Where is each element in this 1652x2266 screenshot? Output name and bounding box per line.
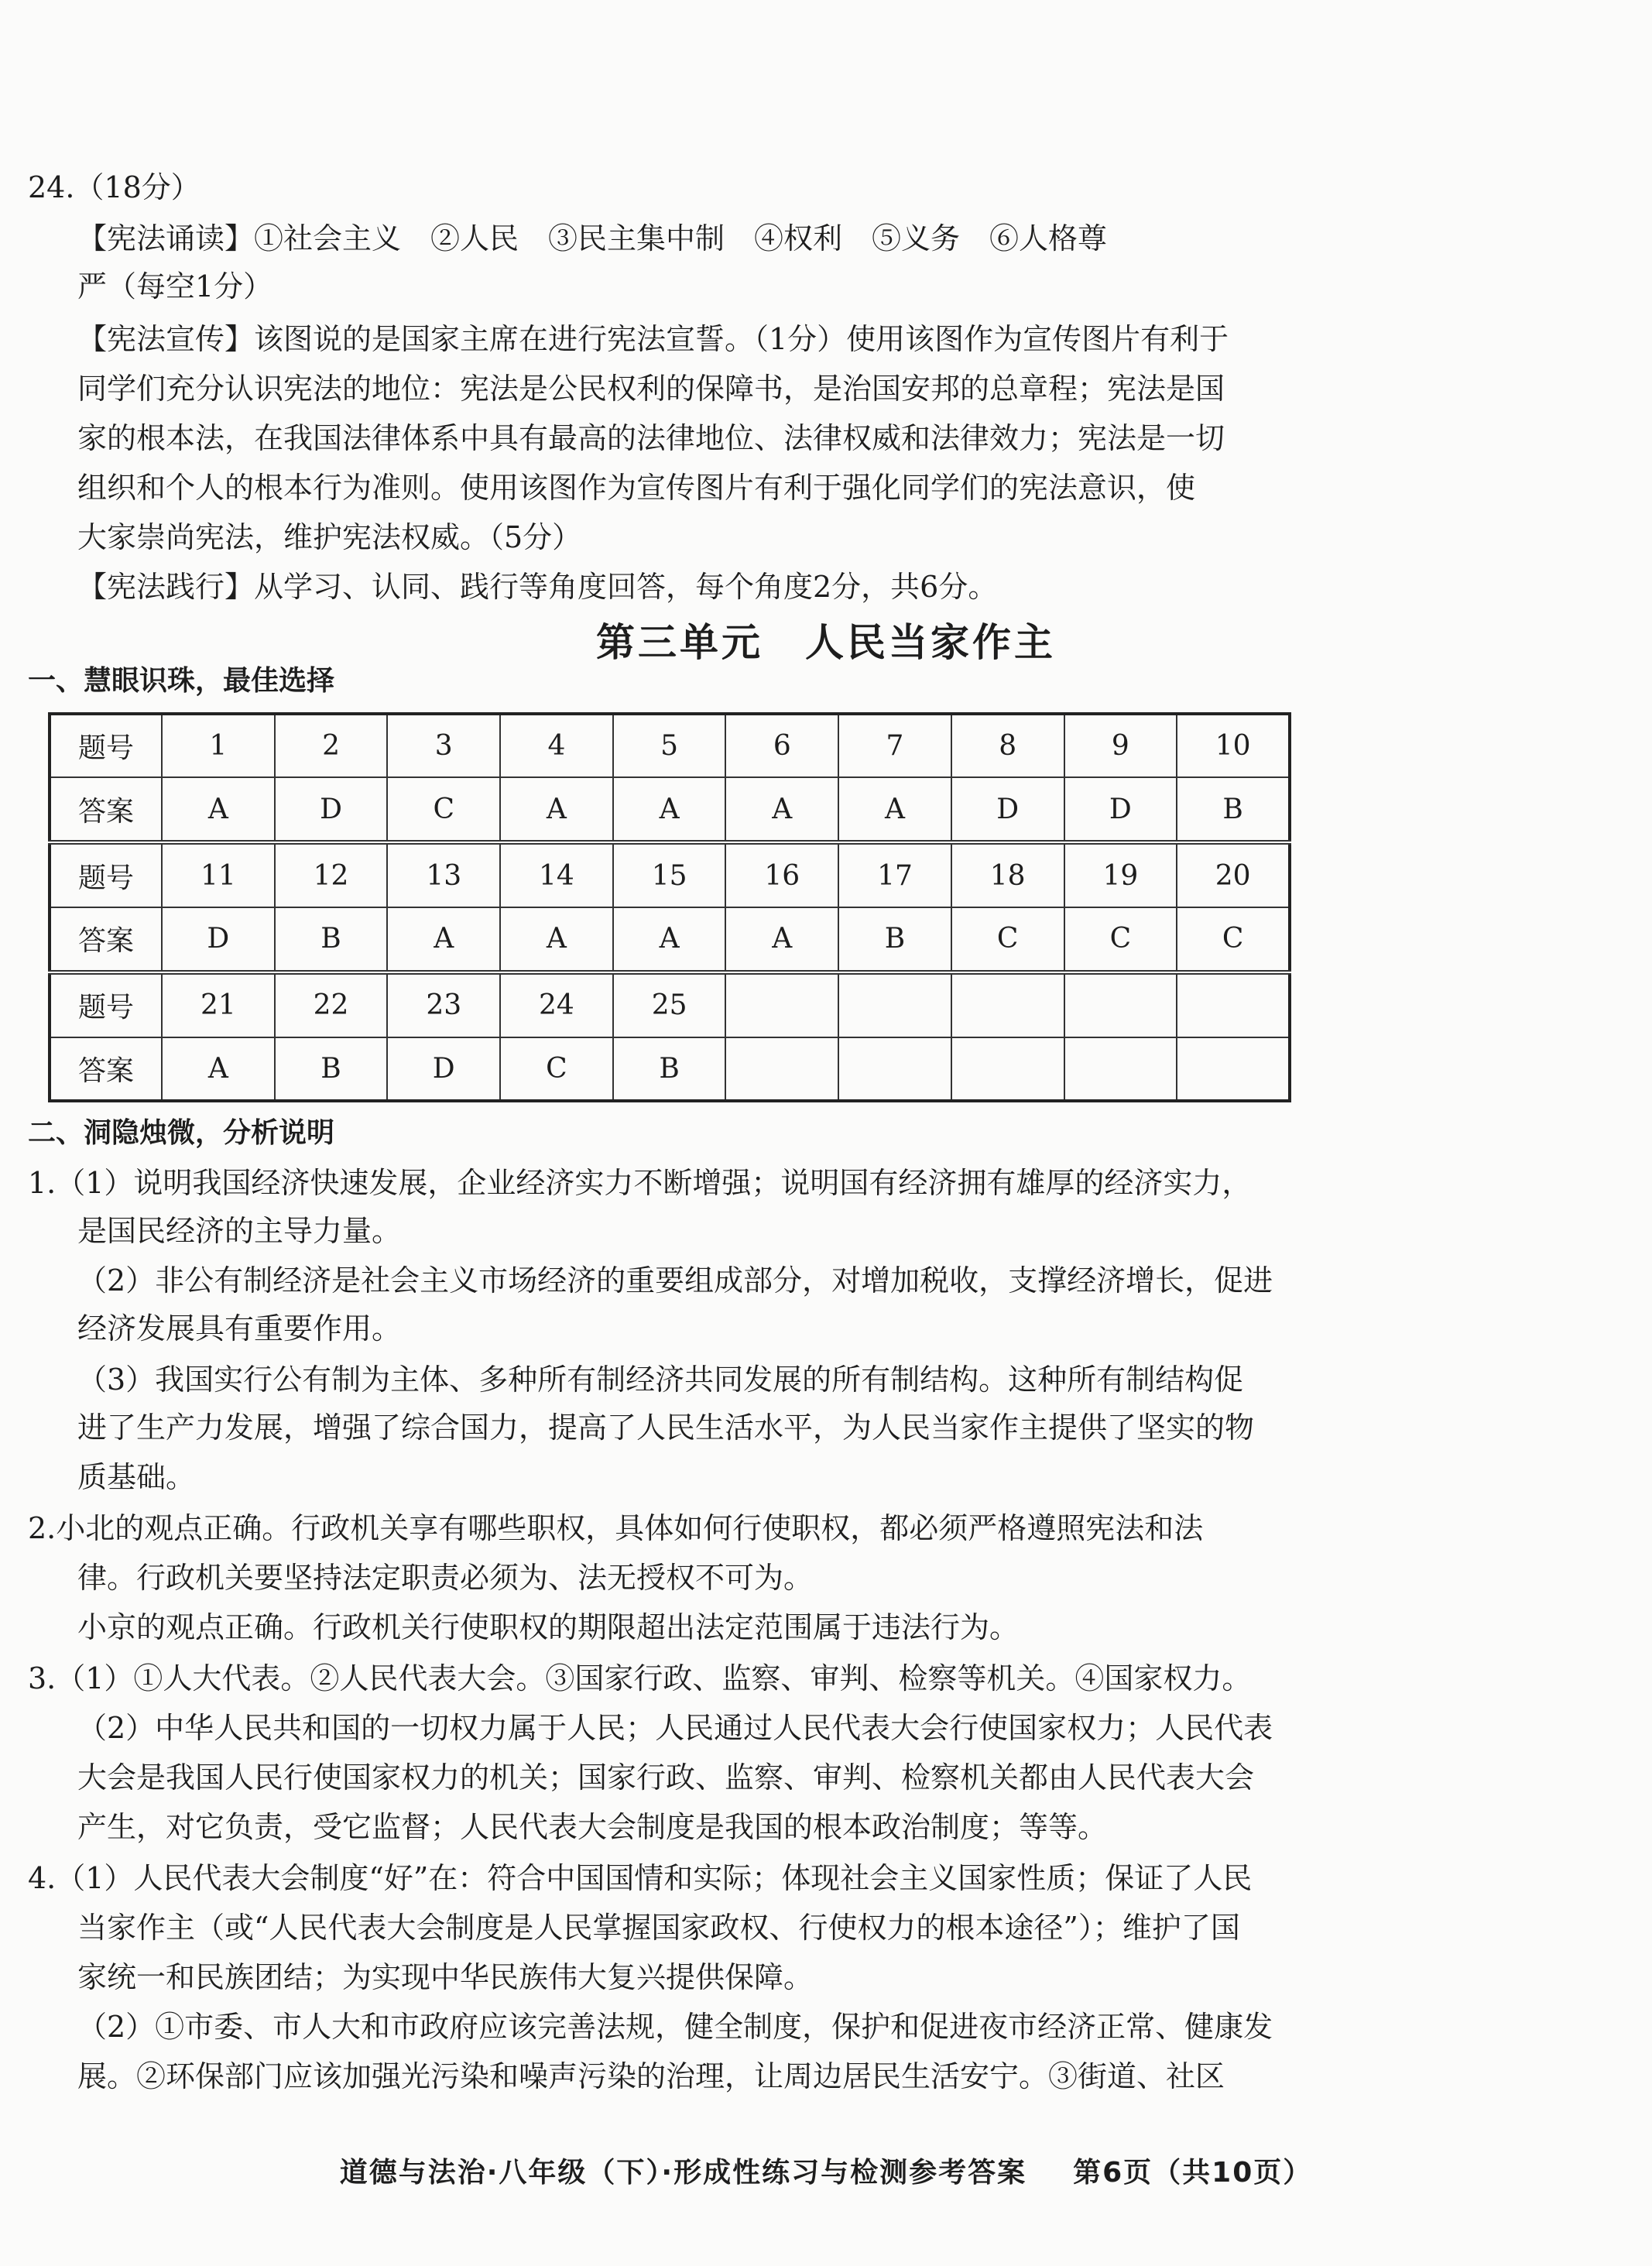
answer-cell: C [1064, 907, 1177, 972]
answer-label: 答案 [50, 1037, 162, 1101]
answer-line: （2）中华人民共和国的一切权力属于人民；人民通过人民代表大会行使国家权力；人民代表 [77, 1711, 1273, 1745]
empty-cell [725, 972, 838, 1037]
question-number: 25 [613, 972, 726, 1037]
question-number: 9 [1064, 714, 1177, 777]
table-row [50, 1037, 1290, 1101]
answer-cell: B [1177, 777, 1290, 842]
answer-line: 大会是我国人民行使国家权力的机关；国家行政、监察、审判、检察机关都由人民代表大会 [77, 1760, 1255, 1795]
q24-line-8: 【宪法践行】从学习、认同、践行等角度回答，每个角度2分，共6分。 [77, 570, 998, 604]
table-row [50, 972, 1290, 1037]
question-number: 20 [1177, 842, 1290, 907]
answer-cell: D [387, 1037, 500, 1101]
question-number: 11 [162, 842, 275, 907]
empty-cell [838, 972, 951, 1037]
answer-line: 律。行政机关要坚持法定职责必须为、法无授权不可为。 [77, 1561, 814, 1595]
answer-cell: C [500, 1037, 613, 1101]
empty-cell [951, 972, 1064, 1037]
answer-cell: A [725, 907, 838, 972]
answer-label: 答案 [50, 907, 162, 972]
q24-line-4: 同学们充分认识宪法的地位：宪法是公民权利的保障书，是治国安邦的总章程；宪法是国 [77, 372, 1225, 406]
answer-cell: A [613, 907, 726, 972]
answer-cell: A [500, 907, 613, 972]
answer-cell: A [613, 777, 726, 842]
empty-cell [1177, 1037, 1290, 1101]
answer-line: 是国民经济的主导力量。 [77, 1214, 402, 1248]
question-number: 8 [951, 714, 1064, 777]
answer-line: 2.小北的观点正确。行政机关享有哪些职权，具体如何行使职权，都必须严格遵照宪法和法 [28, 1511, 1204, 1545]
question-number: 4 [500, 714, 613, 777]
question-number: 19 [1064, 842, 1177, 907]
answer-cell: B [275, 907, 388, 972]
answer-cell: A [725, 777, 838, 842]
answer-line: 小京的观点正确。行政机关行使职权的期限超出法定范围属于违法行为。 [77, 1610, 1020, 1644]
q24-line-7: 大家崇尚宪法，维护宪法权威。（5分） [77, 520, 582, 554]
question-number: 13 [387, 842, 500, 907]
table-row [50, 907, 1290, 972]
q24-line-6: 组织和个人的根本行为准则。使用该图作为宣传图片有利于强化同学们的宪法意识，使 [77, 471, 1196, 505]
question-number: 12 [275, 842, 388, 907]
answer-line: 家统一和民族团结；为实现中华民族伟大复兴提供保障。 [77, 1960, 814, 1994]
answer-line: 展。②环保部门应该加强光污染和噪声污染的治理，让周边居民生活安宁。③街道、社区 [77, 2059, 1225, 2093]
answer-line: 3.（1）①人大代表。②人民代表大会。③国家行政、监察、审判、检察等机关。④国家权力。 [28, 1661, 1252, 1695]
answer-cell: A [162, 1037, 275, 1101]
answer-cell: A [838, 777, 951, 842]
q24-line-3: 【宪法宣传】该图说的是国家主席在进行宪法宣誓。（1分）使用该图作为宣传图片有利于 [77, 322, 1229, 356]
answer-cell: D [162, 907, 275, 972]
question-number: 3 [387, 714, 500, 777]
answer-cell: B [275, 1037, 388, 1101]
table-row [50, 842, 1290, 907]
answer-cell: A [387, 907, 500, 972]
empty-cell [1064, 1037, 1177, 1101]
answer-line: 经济发展具有重要作用。 [77, 1311, 402, 1346]
question-number: 18 [951, 842, 1064, 907]
question-number: 16 [725, 842, 838, 907]
question-number: 15 [613, 842, 726, 907]
answer-cell: A [162, 777, 275, 842]
answer-line: 产生，对它负责，受它监督；人民代表大会制度是我国的根本政治制度；等等。 [77, 1810, 1108, 1844]
answer-cell: A [500, 777, 613, 842]
answer-cell: D [1064, 777, 1177, 842]
answer-line: （2）非公有制经济是社会主义市场经济的重要组成部分，对增加税收，支撑经济增长，促进 [77, 1263, 1273, 1298]
answer-cell: C [1177, 907, 1290, 972]
question-number: 10 [1177, 714, 1290, 777]
question-number: 2 [275, 714, 388, 777]
answer-line: 4.（1）人民代表大会制度“好”在：符合中国国情和实际；体现社会主义国家性质；保证了人民 [28, 1861, 1253, 1895]
section-2-title: 二、洞隐烛微，分析说明 [28, 1117, 335, 1149]
question-number: 5 [613, 714, 726, 777]
page-footer [0, 2151, 1652, 2190]
question-number: 1 [162, 714, 275, 777]
empty-cell [1064, 972, 1177, 1037]
answer-line: （2）①市委、市人大和市政府应该完善法规，健全制度，保护和促进夜市经济正常、健康发 [77, 2010, 1273, 2044]
answer-table [48, 712, 1291, 1102]
question-number: 22 [275, 972, 388, 1037]
answer-line: 当家作主（或“人民代表大会制度是人民掌握国家政权、行使权力的根本途径”）；维护了国 [77, 1911, 1240, 1945]
question-number: 7 [838, 714, 951, 777]
question-label: 题号 [50, 714, 162, 777]
question-number: 14 [500, 842, 613, 907]
footer-book-title: 道德与法治·八年级（下）·形成性练习与检测参考答案 [339, 2157, 1027, 2189]
answer-line: 进了生产力发展，增强了综合国力，提高了人民生活水平，为人民当家作主提供了坚实的物 [77, 1411, 1255, 1445]
q24-line-5: 家的根本法，在我国法律体系中具有最高的法律地位、法律权威和法律效力；宪法是一切 [77, 421, 1225, 455]
question-label: 题号 [50, 842, 162, 907]
q24-line-2: 严（每空1分） [77, 269, 273, 303]
question-number: 17 [838, 842, 951, 907]
answer-cell: C [387, 777, 500, 842]
footer-page-number: 第6页（共10页） [1073, 2157, 1313, 2189]
answer-cell: B [613, 1037, 726, 1101]
question-label: 题号 [50, 972, 162, 1037]
answer-cell: B [838, 907, 951, 972]
q24-title: 24.（18分） [28, 170, 201, 204]
unit-title: 第三单元 人民当家作主 [596, 620, 1056, 665]
question-number: 24 [500, 972, 613, 1037]
empty-cell [951, 1037, 1064, 1101]
question-number: 6 [725, 714, 838, 777]
answer-label: 答案 [50, 777, 162, 842]
answer-cell: D [275, 777, 388, 842]
empty-cell [838, 1037, 951, 1101]
question-number: 23 [387, 972, 500, 1037]
table-row [50, 714, 1290, 777]
empty-cell [1177, 972, 1290, 1037]
table-row [50, 777, 1290, 842]
q24-line-1: 【宪法诵读】①社会主义 ②人民 ③民主集中制 ④权利 ⑤义务 ⑥人格尊 [77, 221, 1108, 255]
question-number: 21 [162, 972, 275, 1037]
answer-line: （3）我国实行公有制为主体、多种所有制经济共同发展的所有制结构。这种所有制结构促 [77, 1363, 1244, 1397]
answer-line: 1.（1）说明我国经济快速发展，企业经济实力不断增强；说明国有经济拥有雄厚的经济实力， [28, 1166, 1252, 1200]
answer-cell: C [951, 907, 1064, 972]
empty-cell [725, 1037, 838, 1101]
section-1-title: 一、慧眼识珠，最佳选择 [28, 665, 335, 697]
answer-cell: D [951, 777, 1064, 842]
answer-line: 质基础。 [77, 1460, 196, 1494]
